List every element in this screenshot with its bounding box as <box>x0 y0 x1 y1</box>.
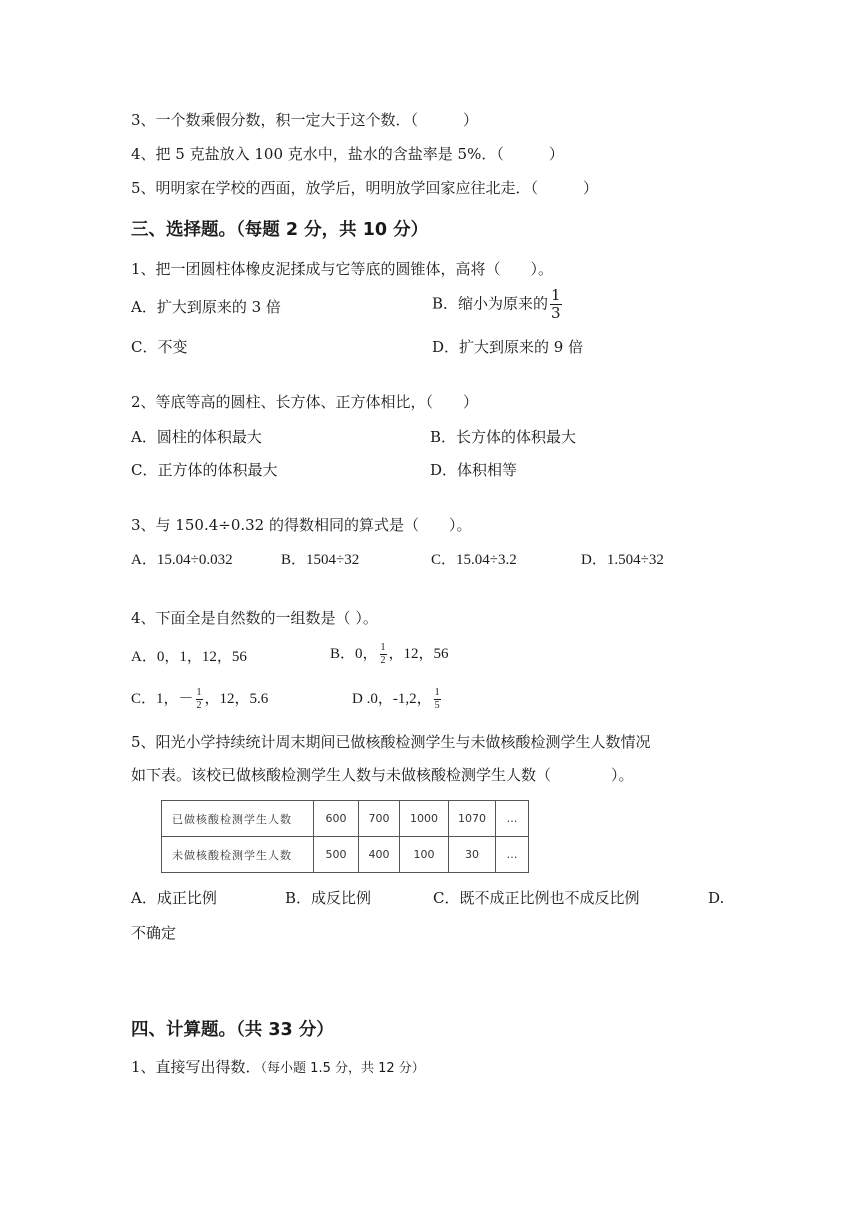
fraction-denominator: 3 <box>551 304 561 322</box>
fraction-numerator: 1 <box>434 687 440 699</box>
q4-option-c <box>131 688 268 711</box>
table-row <box>162 801 529 837</box>
calc-q1-note: （每小题 1.5 分，共 12 分） <box>260 1061 425 1076</box>
table-cell: … <box>496 801 529 837</box>
q1-option-d: D．扩大到原来的 9 倍 <box>432 338 584 356</box>
table-cell: 已做核酸检测学生人数 <box>162 801 314 837</box>
fraction-one-third <box>550 288 562 321</box>
q2-option-c: C．正方体的体积最大 <box>131 461 278 479</box>
section-3-title: 三、选择题。（每题 2 分，共 10 分） <box>131 220 429 240</box>
table-cell: 30 <box>449 837 496 873</box>
q5-option-d-continued: 不确定 <box>131 924 177 942</box>
q2-option-d: D．体积相等 <box>430 461 518 479</box>
q3-option-b: B．1504÷32 <box>281 552 360 568</box>
q4-option-b-prefix: B．0， <box>330 646 378 662</box>
q3-option-a: A．15.04÷0.032 <box>131 552 233 568</box>
q4-option-d <box>352 688 443 711</box>
q1-option-c: C．不变 <box>131 338 188 356</box>
q5-option-d: D. <box>708 889 725 907</box>
fraction-denominator: 5 <box>434 700 440 712</box>
q4-option-a: A．0，1，12，56 <box>131 649 247 665</box>
q1-option-b-text: B．缩小为原来的 <box>432 294 549 313</box>
testing-count-table <box>161 800 529 873</box>
q3-option-d: D．1.504÷32 <box>581 552 664 568</box>
q5-option-c: C．既不成正比例也不成反比例 <box>433 889 640 907</box>
table-cell: 400 <box>359 837 400 873</box>
table-cell: 未做核酸检测学生人数 <box>162 837 314 873</box>
q2-option-a: A．圆柱的体积最大 <box>131 428 262 446</box>
fraction-numerator: 1 <box>551 286 561 304</box>
q4-option-b <box>330 643 449 666</box>
q1-stem: 1、把一团圆柱体橡皮泥揉成与它等底的圆锥体，高将（ ）。 <box>131 260 554 278</box>
table-cell: 700 <box>359 801 400 837</box>
table-cell: … <box>496 837 529 873</box>
table-cell: 1000 <box>400 801 449 837</box>
fraction-numerator: 1 <box>196 687 202 699</box>
q5-option-b: B．成反比例 <box>285 889 372 907</box>
q4-option-c-prefix: C．1，－ <box>131 691 194 707</box>
q3-option-c: C．15.04÷3.2 <box>431 552 517 568</box>
fraction-one-half <box>380 643 387 666</box>
q4-option-d-prefix: D .0，-1,2， <box>352 691 432 707</box>
judge-item-4: 4、把 5 克盐放入 100 克水中，盐水的含盐率是 5%．（ ） <box>131 145 564 163</box>
table-cell: 1070 <box>449 801 496 837</box>
q5-stem-line-2: 如下表。该校已做核酸检测学生人数与未做核酸检测学生人数（ ）。 <box>131 766 634 784</box>
section-4-title: 四、计算题。（共 33 分） <box>131 1020 334 1040</box>
calc-q1-stem: 1、直接写出得数． <box>131 1058 261 1076</box>
q5-option-a: A．成正比例 <box>131 889 217 907</box>
q3-stem: 3、与 150.4÷0.32 的得数相同的算式是（ ）。 <box>131 516 472 534</box>
table-cell: 500 <box>314 837 359 873</box>
q4-option-b-suffix: ，12，56 <box>388 646 449 662</box>
q2-option-b: B．长方体的体积最大 <box>430 428 577 446</box>
fraction-numerator: 1 <box>380 642 386 654</box>
q1-option-b <box>432 288 564 321</box>
fraction-denominator: 2 <box>196 700 202 712</box>
judge-item-3: 3、一个数乘假分数，积一定大于这个数．（ ） <box>131 111 479 129</box>
fraction-one-half <box>196 688 203 711</box>
calc-q1-line <box>131 1056 425 1080</box>
q5-stem-line-1: 5、阳光小学持续统计周末期间已做核酸检测学生与未做核酸检测学生人数情况 <box>131 733 651 751</box>
judge-item-5: 5、明明家在学校的西面，放学后，明明放学回家应往北走．（ ） <box>131 179 599 197</box>
fraction-denominator: 2 <box>380 655 386 667</box>
q2-stem: 2、等底等高的圆柱、长方体、正方体相比，（ ） <box>131 393 479 411</box>
table-row <box>162 837 529 873</box>
q4-stem: 4、下面全是自然数的一组数是（ ）。 <box>131 609 378 627</box>
q4-option-c-suffix: ，12，5.6 <box>204 691 269 707</box>
table-cell: 100 <box>400 837 449 873</box>
q1-option-a: A．扩大到原来的 3 倍 <box>131 298 281 316</box>
fraction-one-fifth <box>434 688 441 711</box>
table-cell: 600 <box>314 801 359 837</box>
